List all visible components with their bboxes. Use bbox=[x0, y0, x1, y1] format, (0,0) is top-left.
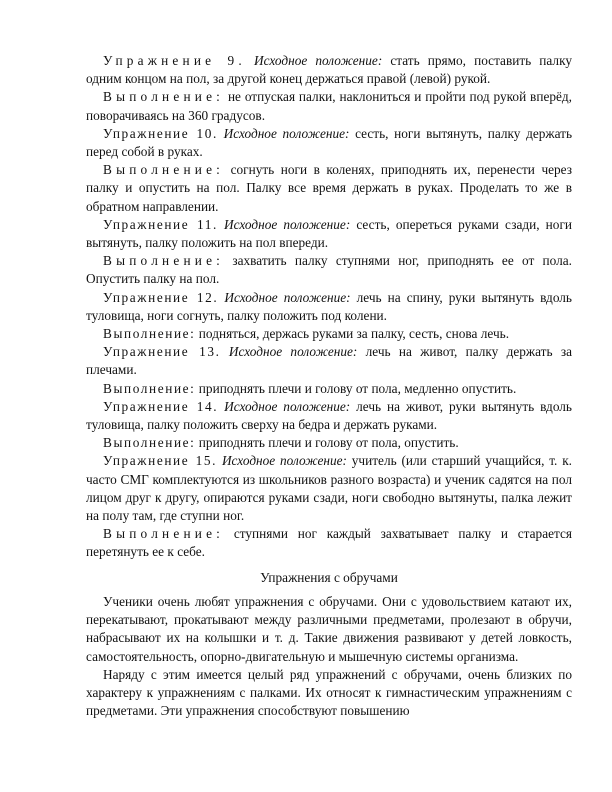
execution-12 bbox=[86, 325, 572, 343]
exercise-text: стать прямо, поставить палку одним концом на пол, за другой конец держаться правой (левой) рукой. bbox=[86, 53, 572, 87]
exercise-13 bbox=[86, 343, 572, 379]
execution-label: Выполнение: bbox=[103, 162, 225, 178]
execution-10 bbox=[86, 161, 572, 216]
exercise-label: Упражнение 13. bbox=[103, 344, 221, 360]
exercise-label: Упражнение 9. bbox=[103, 53, 246, 68]
execution-text: согнуть ноги в коленях, приподнять их, перенести через палку и опустить на пол. Палку все время держать в руках. Проделать то же в обратном направлении. bbox=[86, 162, 572, 214]
execution-text: ступнями ног каждый захватывает палку и старается перетянуть ее к себе. bbox=[86, 526, 572, 560]
execution-9 bbox=[86, 88, 572, 124]
exercise-text: сесть, опереться руками сзади, ноги вытянуть, палку положить на пол впереди. bbox=[86, 216, 573, 251]
execution-label: Выполнение: bbox=[103, 253, 225, 269]
execution-11 bbox=[86, 252, 572, 288]
execution-label: Выполнение: bbox=[103, 380, 196, 396]
exercise-text: лечь на спину, руки вытянуть вдоль туловища, ноги согнуть, палку положить под колени. bbox=[86, 289, 572, 323]
exercise-label: Упражнение 10. bbox=[103, 125, 218, 141]
execution-13 bbox=[86, 380, 572, 398]
initial-position-label: Исходное положение: bbox=[221, 453, 347, 469]
exercise-text: сесть, ноги вытянуть, палку держать перед собой в руках. bbox=[86, 125, 573, 160]
initial-position-label: Исходное положение: bbox=[254, 53, 383, 68]
exercise-label: Упражнение 12. bbox=[103, 289, 219, 305]
exercise-label: Упражнение 14. bbox=[103, 398, 219, 414]
exercise-9 bbox=[86, 52, 572, 88]
exercise-15 bbox=[86, 452, 572, 525]
execution-label: Выполнение: bbox=[103, 89, 225, 105]
exercise-10 bbox=[86, 125, 572, 161]
exercise-11 bbox=[86, 216, 572, 252]
execution-text: захватить палку ступнями ног, приподнять ее от пола. Опустить палку на пол. bbox=[86, 253, 572, 287]
execution-15 bbox=[86, 525, 572, 561]
exercise-text: лечь на живот, руки вытянуть вдоль туловища, палку положить сверху на бедра и держать руками. bbox=[86, 398, 572, 433]
execution-text: приподнять плечи и голову от пола, опустить. bbox=[195, 435, 459, 451]
initial-position-label: Исходное положение: bbox=[224, 216, 351, 232]
body-paragraph: Ученики очень любят упражнения с обручами. Они с удовольствием катают их, перекатывают, прокатывают между различными предметами, пролезают в обручи, набрасывают их на колышки и т. д. Такие движения развивают у детей ловкость, самостоятельность, опорно-двигательную и мышечную системы организма. bbox=[86, 593, 572, 664]
exercise-label: Упражнение 11. bbox=[103, 216, 218, 232]
initial-position-label: Исходное положение: bbox=[223, 125, 350, 141]
exercise-14 bbox=[86, 398, 572, 434]
initial-position-label: Исходное положение: bbox=[224, 398, 351, 414]
exercise-text: учитель (или старший учащийся, т. к. часто СМГ комплектуются из школьников разного возраста) и ученик садятся на пол лицом друг к другу, опираются руками сзади, ноги свободно вытянуты, палка лежит на полу там, где ступни ног. bbox=[86, 453, 572, 524]
execution-14 bbox=[86, 434, 572, 452]
body-paragraph: Наряду с этим имеется целый ряд упражнений с обручами, очень близких по характеру к упражнениям с палками. Их относят к гимнастическим упражнениям с предметами. Эти упражнения способствуют повышению bbox=[86, 666, 572, 719]
exercise-label: Упражнение 15. bbox=[103, 453, 218, 469]
execution-text: не отпуская палки, наклониться и пройти под рукой вперёд, поворачиваясь на 360 градусов. bbox=[86, 89, 572, 123]
execution-label: Выполнение: bbox=[103, 526, 225, 542]
exercise-text: лечь на живот, палку держать за плечами. bbox=[86, 344, 573, 378]
execution-text: подняться, держась руками за палку, сесть, снова лечь. bbox=[195, 326, 510, 342]
initial-position-label: Исходное положение: bbox=[224, 289, 351, 305]
exercise-12 bbox=[86, 289, 572, 325]
execution-label: Выполнение: bbox=[103, 435, 196, 451]
section-heading: Упражнения с обручами bbox=[260, 569, 398, 585]
execution-text: приподнять плечи и голову от пола, медленно опустить. bbox=[195, 380, 517, 396]
document-page bbox=[86, 52, 572, 720]
initial-position-label: Исходное положение: bbox=[228, 344, 358, 360]
execution-label: Выполнение: bbox=[103, 326, 196, 342]
